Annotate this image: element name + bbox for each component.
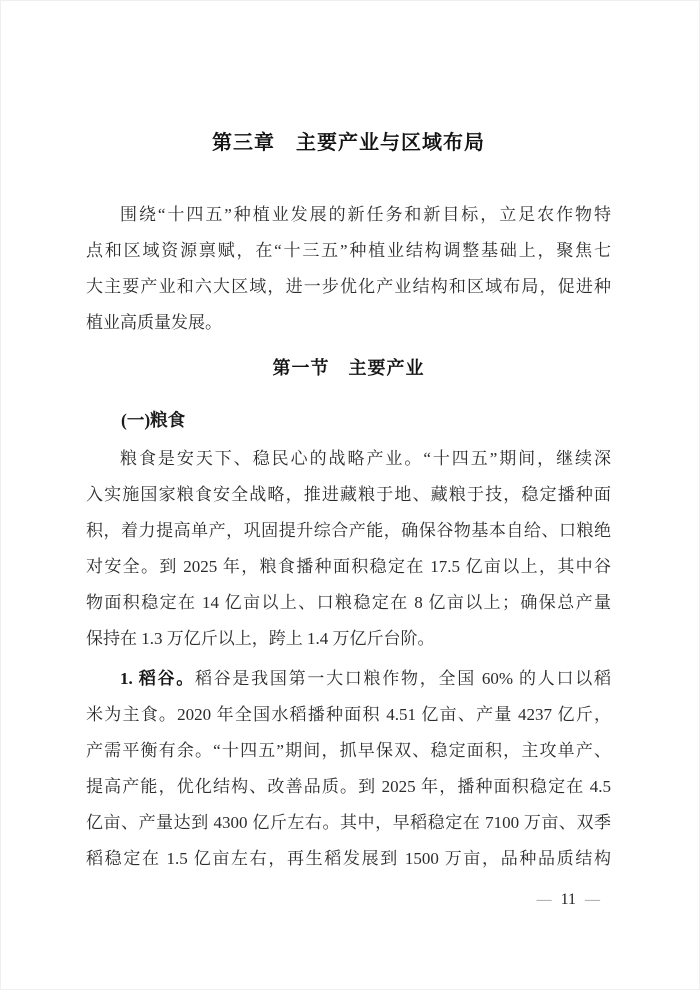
paragraph-line: 物面积稳定在 14 亿亩以上、口粮稳定在 8 亿亩以上；确保总产量 xyxy=(86,593,611,612)
paragraph-line: 入实施国家粮食安全战略，推进藏粮于地、藏粮于技，稳定播种面 xyxy=(86,485,611,504)
footer-dash-right: — xyxy=(585,892,600,908)
paragraph-line: 粮食是安天下、稳民心的战略产业。“十四五”期间，继续深 xyxy=(120,449,611,468)
paragraph-line xyxy=(86,661,611,697)
rice-paragraph xyxy=(86,661,611,877)
paragraph-line: 对安全。到 2025 年，粮食播种面积稳定在 17.5 亿亩以上，其中谷 xyxy=(86,557,611,576)
subsection-heading-grain: (一)粮食 xyxy=(121,410,186,430)
rice-lead-label: 1. 稻谷。 xyxy=(120,669,195,688)
paragraph-line: 产需平衡有余。“十四五”期间，抓早保双、稳定面积，主攻单产、 xyxy=(86,741,611,760)
paragraph-line: 积，着力提高单产，巩固提升综合产能，确保谷物基本自给、口粮绝 xyxy=(86,521,611,540)
footer-dash-left: — xyxy=(536,892,552,908)
section-title: 第一节 主要产业 xyxy=(272,358,425,378)
chapter-title: 第三章 主要产业与区域布局 xyxy=(212,132,485,154)
paragraph-line: 围绕“十四五”种植业发展的新任务和新目标，立足农作物特 xyxy=(120,205,611,224)
paragraph-line: 米为主食。2020 年全国水稻播种面积 4.51 亿亩、产量 4237 亿斤， xyxy=(86,705,611,724)
paragraph-line: 保持在 1.3 万亿斤以上，跨上 1.4 万亿斤台阶。 xyxy=(86,629,435,648)
paragraph-line: 提高产能，优化结构、改善品质。到 2025 年，播种面积稳定在 4.5 xyxy=(86,777,611,796)
page-number: 11 xyxy=(560,891,576,908)
grain-paragraph xyxy=(86,441,611,657)
paragraph-line: 植业高质量发展。 xyxy=(86,313,222,332)
intro-paragraph xyxy=(86,197,611,341)
rice-first-line-text: 稻谷是我国第一大口粮作物，全国 60% 的人口以稻 xyxy=(194,669,611,688)
paragraph-line: 大主要产业和六大区域，进一步优化产业结构和区域布局，促进种 xyxy=(86,277,611,296)
paragraph-line: 点和区域资源禀赋，在“十三五”种植业结构调整基础上，聚焦七 xyxy=(86,241,611,260)
page-content xyxy=(86,1,611,877)
paragraph-line: 稻稳定在 1.5 亿亩左右，再生稻发展到 1500 万亩，品种品质结构 xyxy=(86,849,611,868)
paragraph-line: 亿亩、产量达到 4300 亿斤左右。其中，早稻稳定在 7100 万亩、双季 xyxy=(86,813,611,832)
page-footer xyxy=(537,890,600,910)
